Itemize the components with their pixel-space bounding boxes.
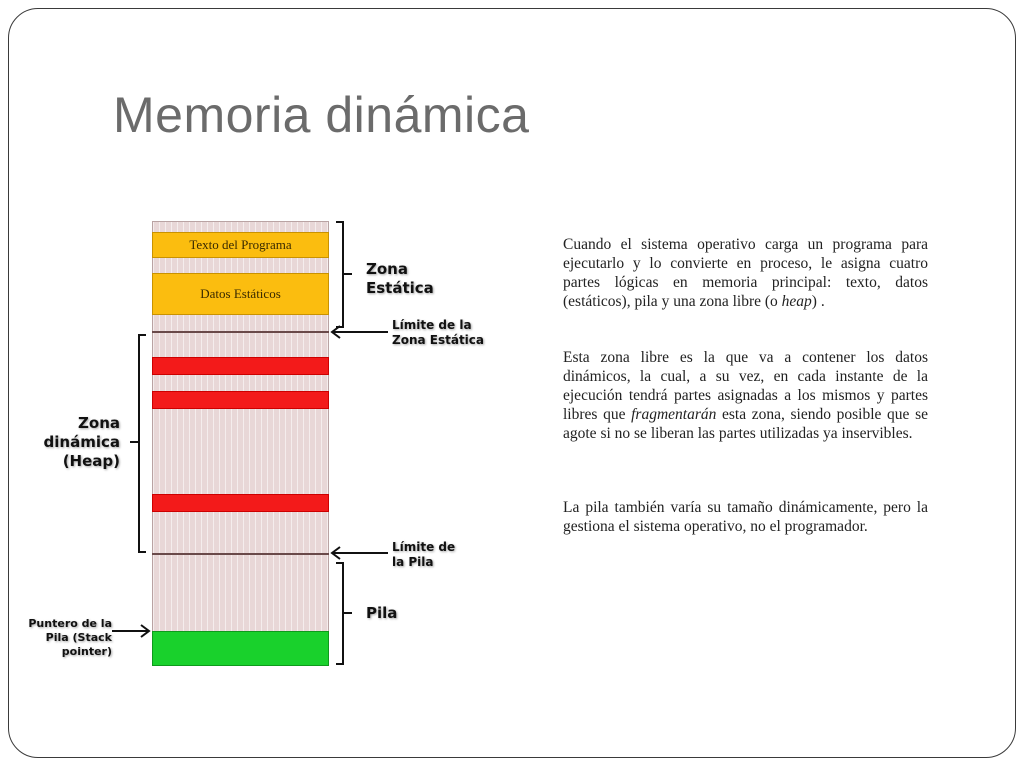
label-stack-pointer: Puntero de la Pila (Stack pointer) (28, 617, 112, 658)
bracket-pila (336, 563, 343, 664)
label-limite-pila: Límite de la Pila (392, 540, 456, 569)
description-paragraph-1: Cuando el sistema operativo carga un programa para ejecutarlo y lo convierte en proceso, le asigna cuatro partes lógicas en memoria principal: texto, datos (estáticos), pila y una zona libre (o heap) . (563, 236, 928, 310)
label-zona-dinamica: Zona dinámica (Heap) (43, 414, 120, 470)
description-paragraph-3: La pila también varía su tamaño dinámicamente, pero la gestiona el sistema operativo, no el programador. (563, 499, 928, 535)
bracket-zona-estatica (336, 222, 343, 327)
label-zona-estatica: Zona Estática (366, 260, 434, 297)
bracket-zona-dinamica (139, 335, 146, 552)
texto-programa-label: Texto del Programa (189, 237, 292, 252)
label-limite-zona-estatica: Límite de la Zona Estática (392, 318, 484, 347)
datos-estaticos-label: Datos Estáticos (200, 286, 281, 301)
label-pila: Pila (366, 604, 398, 622)
description-paragraph-2: Esta zona libre es la que va a contener los datos dinámicos, la cual, a su vez, en cada instante de la ejecución tendrá partes asignadas a los mismos y partes libres que fragmentarán esta zona, siendo posible que se agote si no se liberan las partes utilizadas ya inservibles. (563, 349, 928, 442)
page-title: Memoria dinámica (113, 87, 530, 143)
